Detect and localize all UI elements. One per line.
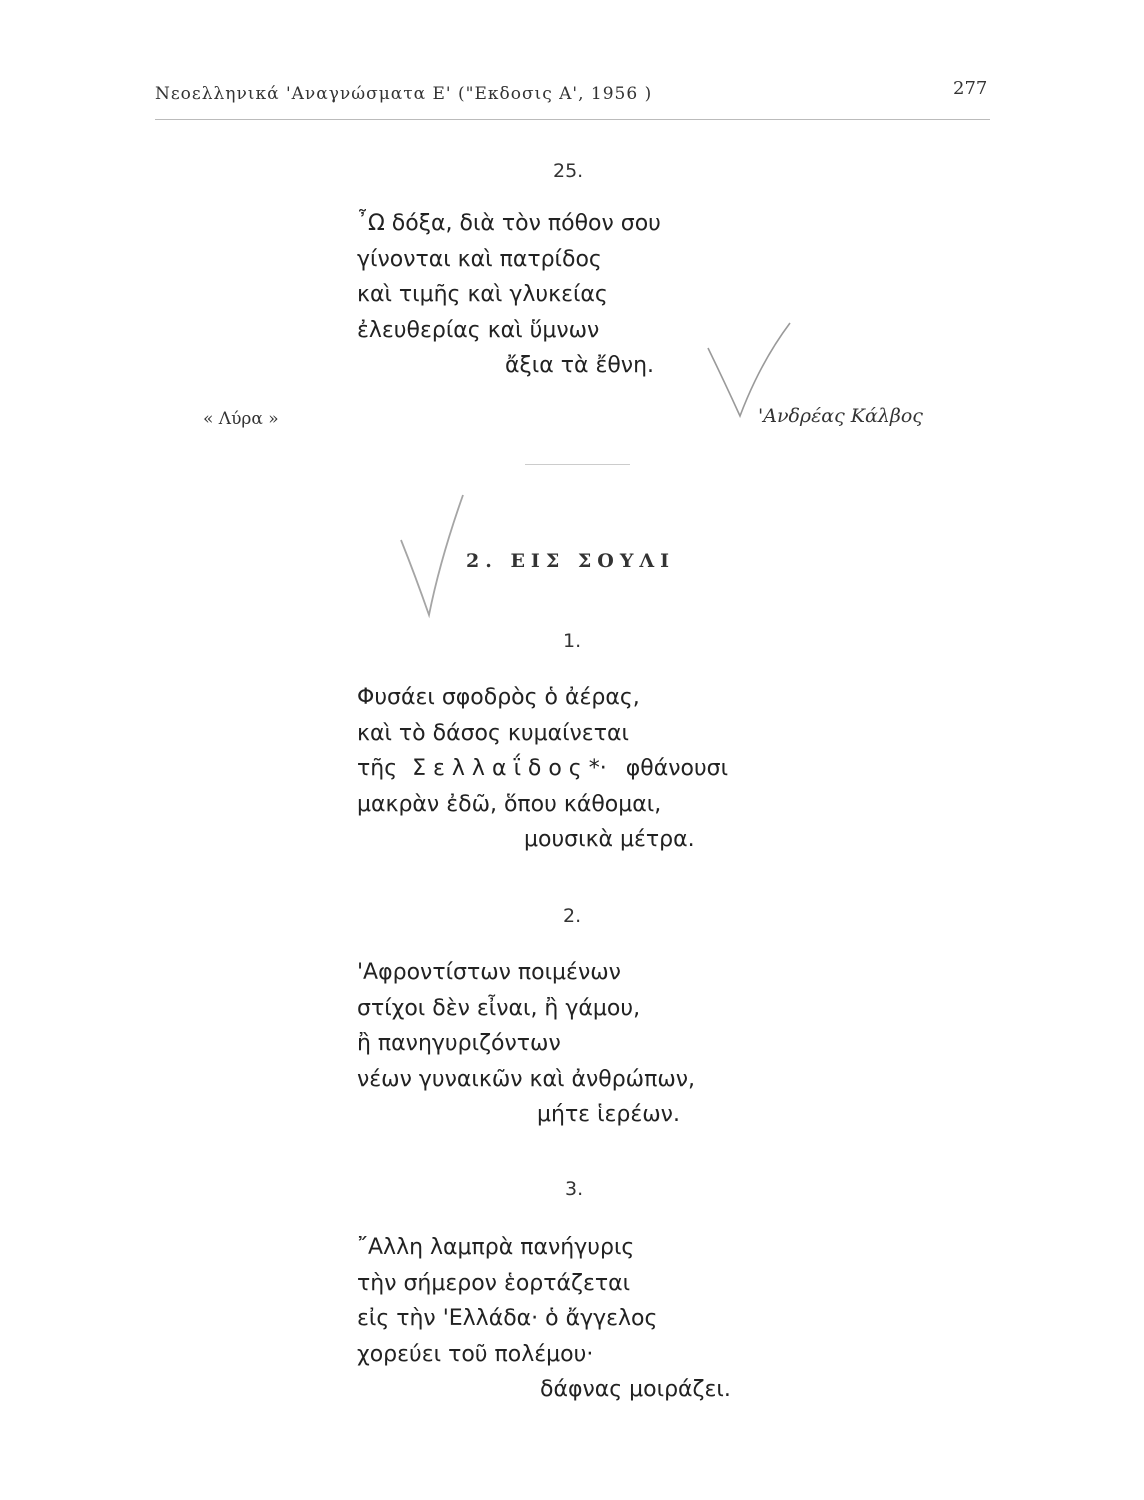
stanza-text xyxy=(357,206,661,384)
verse-line xyxy=(357,751,728,787)
verse-line: ῎Αλλη λαμπρὰ πανήγυρις xyxy=(357,1235,635,1260)
running-header: Νεοελληνικά 'Αναγνώσματα Ε' ("Εκδοσις Α', 1956 ) xyxy=(155,84,653,104)
pencil-check-mark xyxy=(395,490,475,630)
stanza-text xyxy=(357,680,728,858)
stanza-number: 2. xyxy=(563,905,582,927)
stanza-text xyxy=(357,1230,731,1408)
footnote-mark: *· xyxy=(588,756,607,782)
stanza-number: 3. xyxy=(565,1178,584,1200)
verse-line: χορεύει τοῦ πολέμου· xyxy=(357,1341,594,1367)
verse-word: φθάνουσι xyxy=(625,756,729,782)
verse-line: καὶ τιμῆς καὶ γλυκείας xyxy=(357,282,608,308)
source-note: « Λύρα » xyxy=(203,409,279,429)
pencil-check-mark xyxy=(700,318,800,428)
verse-line: ἢ πανηγυριζόντων xyxy=(357,1031,561,1057)
verse-line: ἐλευθερίας καὶ ὕμνων xyxy=(357,317,600,343)
section-divider xyxy=(525,464,630,465)
verse-line: ἄξια τὰ ἔθνη. xyxy=(505,353,655,379)
stanza-number: 25. xyxy=(553,160,584,182)
verse-line: εἰς τὴν 'Ελλάδα· ὁ ἄγγελος xyxy=(357,1306,658,1332)
verse-line: μακρὰν ἐδῶ, ὅπου κάθομαι, xyxy=(357,791,662,817)
poem-title: 2. ΕΙΣ ΣΟΥΛΙ xyxy=(466,550,676,572)
verse-line: στίχοι δὲν εἶναι, ἢ γάμου, xyxy=(357,995,641,1021)
verse-line: μουσικὰ μέτρα. xyxy=(524,827,695,853)
verse-line: ῏Ω δόξα, διὰ τὸν πόθον σου xyxy=(357,211,661,236)
verse-line: μήτε ἱερέων. xyxy=(537,1102,680,1128)
page-number: 277 xyxy=(953,78,988,99)
stanza-text xyxy=(357,955,695,1133)
verse-line: 'Αφροντίστων ποιμένων xyxy=(357,960,621,985)
author-name: 'Ανδρέας Κάλβος xyxy=(758,405,923,427)
verse-line: Φυσάει σφοδρὸς ὁ ἀέρας, xyxy=(357,685,640,710)
verse-word: τῆς xyxy=(357,756,398,782)
verse-line: δάφνας μοιράζει. xyxy=(540,1377,731,1403)
stanza-number: 1. xyxy=(563,630,582,652)
verse-line: καὶ τὸ δάσος κυμαίνεται xyxy=(357,720,629,746)
verse-line: νέων γυναικῶν καὶ ἀνθρώπων, xyxy=(357,1066,696,1092)
verse-line: γίνονται καὶ πατρίδος xyxy=(357,246,602,272)
header-rule xyxy=(155,119,990,120)
verse-line: τὴν σήμερον ἑορτάζεται xyxy=(357,1270,631,1296)
place-name: Σελλαΐδος xyxy=(412,756,589,782)
